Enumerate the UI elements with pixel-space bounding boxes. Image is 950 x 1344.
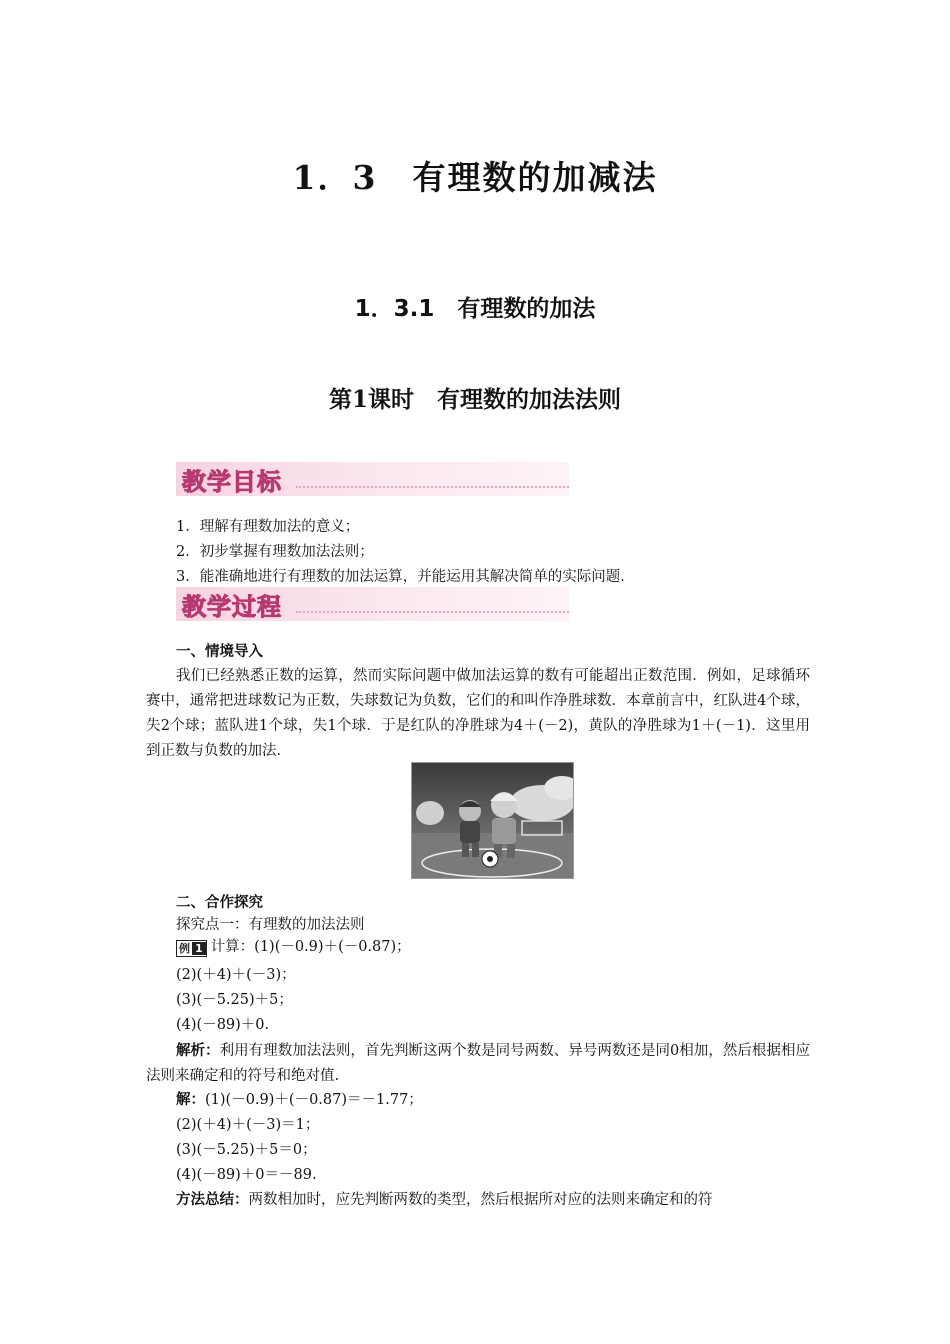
example-question-1	[176, 936, 411, 958]
example-badge-label: 例	[179, 942, 190, 955]
chapter-title: 1．3 有理数的加减法	[292, 158, 658, 197]
lesson-title: 第1课时 有理数的加法法则	[328, 386, 621, 413]
soccer-scene-image	[412, 763, 573, 878]
section-title: 1．3.1 有理数的加法	[354, 296, 596, 322]
solution-line-4: (4)(－89)＋0＝－89.	[176, 1167, 317, 1183]
example-question-4: (4)(－89)＋0.	[176, 1017, 270, 1033]
example-badge-number: 1	[192, 942, 206, 955]
solution-label: 解：	[176, 1092, 205, 1108]
goal-item: 2．初步掌握有理数加法法则；	[176, 544, 374, 560]
summary-text: 两数相加时，应先判断两数的类型，然后根据所对应的法则来确定和的符	[248, 1192, 713, 1208]
intro-heading: 一、情境导入	[176, 644, 263, 660]
solution-line-3: (3)(－5.25)＋5＝0；	[176, 1142, 317, 1158]
explore-point: 探究点一：有理数的加法法则	[176, 917, 365, 933]
soccer-kids-illustration	[411, 762, 574, 879]
goal-item: 1．理解有理数加法的意义；	[176, 519, 360, 535]
intro-paragraph: 我们已经熟悉正数的运算，然而实际问题中做加法运算的数有可能超出正数范围．例如，足球循环赛中，通常把进球数记为正数，失球数记为负数，它们的和叫作净胜球数．本章前言中，红队进4个球，失2个球；蓝队进1个球，失1个球．于是红队的净胜球为4＋(－2)，黄队的净胜球为1＋(－1)．这里用到正数与负数的加法．	[146, 668, 810, 759]
analysis-label: 解析：	[176, 1043, 220, 1059]
process-banner-label: 教学过程	[182, 593, 282, 621]
explore-heading: 二、合作探究	[176, 895, 263, 911]
example-q1-text: 计算：(1)(－0.9)＋(－0.87)；	[210, 939, 411, 955]
solution-line-2: (2)(＋4)＋(－3)＝1；	[176, 1117, 320, 1133]
solution-line-1	[176, 1089, 423, 1111]
solution-1-text: (1)(－0.9)＋(－0.87)＝－1.77；	[205, 1092, 423, 1108]
goal-item: 3．能准确地进行有理数的加法运算，并能运用其解决简单的实际问题．	[176, 569, 635, 585]
example-question-2: (2)(＋4)＋(－3)；	[176, 967, 296, 983]
analysis-text: 利用有理数加法法则，首先判断这两个数是同号两数、异号两数还是同0相加，然后根据相应法则来确定和的符号和绝对值.	[146, 1043, 810, 1084]
summary-label: 方法总结：	[176, 1192, 249, 1208]
process-banner	[176, 587, 569, 621]
example-badge	[176, 940, 207, 957]
goals-banner-label: 教学目标	[182, 468, 282, 496]
analysis-paragraph	[146, 1039, 810, 1089]
goals-banner	[176, 462, 569, 496]
method-summary	[176, 1189, 713, 1211]
example-question-3: (3)(－5.25)＋5；	[176, 992, 293, 1008]
